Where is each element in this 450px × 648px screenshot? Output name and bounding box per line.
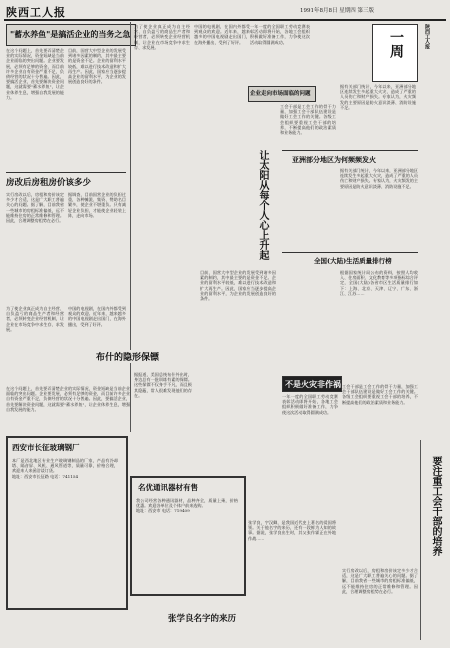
- ad-telecom-body: 我公司经营各种通讯器材，品种齐全，质量上乘，价格优惠。欢迎各单位及个体户前来选购。 地址：西安市 电话：719409: [136, 498, 238, 514]
- divider-right: [420, 440, 421, 640]
- lead-article-col2: 目前，国营大中型企业的发展受到诸多因素的制约，其中最主要的是资金不足。企业的留利水平较低，难以进行技术改造和扩大再生产。因此，国家应当逐步提高企业的留利水平，为企业的发展创造良好的条件。: [68, 48, 126, 85]
- cadre-headline: 要注重工会干部的培养: [430, 456, 441, 556]
- quality-article: 根据国家统计局公布的资料，按照人均收入、住房面积、文化教育等多项指标综合评定，全国(大陆)各省市区生活质量排行如下：上海、北京、天津、辽宁、广东、浙江、江苏……: [340, 270, 418, 296]
- mid-center-col: 目前，国营大中型企业的发展受到诸多因素的制约，其中最主要的是资金不足。企业的留利水平较低，难以进行技术改造和扩大再生产。因此，国家应当逐步提高企业的留利水平，为企业的发展创造良好的条件。: [200, 270, 276, 302]
- quality-headline: 全国(大陆)生活质量排行榜: [314, 257, 392, 265]
- divider-v1: [130, 22, 131, 432]
- left-bottom-col: 在这个问题上，首先要弄清楚企业的实际情况，资金短缺是当前企业面临的突出问题。企业要发展，必须有足够的资金，而目前许多企业自有资金严重不足，负债经营的状况十分普遍。因此，要搞活企业，首先要解决资金问题，这就需要"蓄水养鱼"，让企业休养生息，增强自我发展的能力。: [6, 386, 130, 412]
- fire-article: 一年一度的全国职工劳动竞赛表彰活动即将开始，各地工会组织积极做好准备工作，力争使这次活动取得圆满成功。: [282, 394, 338, 415]
- center-headline: 企业走向市场面临的问题: [250, 91, 311, 97]
- bottom-right-article: 实行房改以后，房租和房价该定多少才合适，这是广大职工普遍关心的问题。据了解，目前我省一些城市的房租标准偏低，远不能维持住房的正常维修和管理。因此，合理调整房租势在必行。: [342, 568, 418, 594]
- sun-headline: 让太阳从每个人心上升起: [257, 150, 268, 260]
- asia-fire-headline: 亚洲部分地区为何频频发火: [292, 155, 376, 164]
- zhang-article: 张学良，字汉卿，是我国近代史上著名的爱国将领。关于他名字的来历，还有一段鲜为人知的故事。据说，张学良出生时，其父张作霖正在外地作战……: [248, 520, 336, 541]
- zhang-headline: 张学良名字的来历: [168, 614, 237, 624]
- bush-article: 据报道，美国总统布什外出时，身边总有一批训练有素的保镖。这些保镖不仅身手不凡，而且极其隐蔽，常人很难发现他们的存在。: [134, 372, 192, 398]
- rule-mid-1: [282, 150, 418, 151]
- masthead-title: 陕西工人报: [6, 6, 66, 19]
- right-article-a: 据有关部门统计，今年以来，亚洲部分地区连续发生多起重大火灾，造成了严重的人员伤亡和财产损失。专家认为，火灾频发的主要原因是防火意识淡薄、消防设施不足。: [340, 84, 416, 110]
- bush-headline: 布什的隐形保镖: [96, 350, 159, 363]
- rule-mid-2: [282, 252, 418, 253]
- center-article-a: 一年一度的全国职工劳动竞赛表彰活动即将开始，各地工会组织积极做好准备工作，力争使这次活动取得圆满成功。: [250, 24, 310, 45]
- house-price-col1: 实行房改以后，房租和房价该定多少才合适，这是广大职工普遍关心的问题。据了解，目前我省一些城市的房租标准偏低，远不能维持住房的正常维修和管理。因此，合理调整房租势在必行。: [6, 192, 64, 224]
- house-price-headline: 房改后房租房价该多少: [6, 178, 92, 188]
- mid-left-col2: 中国的电视剧，在国内外都受到观众的欢迎。近年来，越来越多的中国电视剧走出国门，在海外播出，受到了好评。: [68, 306, 126, 327]
- lead-article-col1: 在这个问题上，首先要弄清楚企业的实际情况，资金短缺是当前企业面临的突出问题。企业要发展，必须有足够的资金，而目前许多企业自有资金严重不足，负债经营的状况十分普遍。因此，要搞活企业，首先要解决资金问题，这就需要"蓄水养鱼"，让企业休养生息，增强自我发展的能力。: [6, 48, 64, 100]
- article-col3: 为了使企业真正成为自主经营、自负盈亏的商品生产者和经营者，必须转变企业经营机制，让企业在市场竞争中求生存、求发展。: [134, 24, 190, 50]
- right-lower-article: 工会干部是工会工作的骨干力量，加强工会干部队伍建设是做好工会工作的关键。各级工会组织要重视工会干部的培养，不断提高他们的政治素质和业务能力。: [342, 384, 418, 405]
- rule-left-1: [6, 172, 126, 173]
- article-col3b: 中国的电视剧，在国内外都受到观众的欢迎。近年来，越来越多的中国电视剧走出国门，在海外播出，受到了好评。: [194, 24, 250, 45]
- ad-glass-body: 本厂是西北地区专业生产玻璃钢制品的厂家，产品有冷却塔、隔音屏、风机、通风管道等，质量可靠，价格合理，欢迎来人来函洽谈订货。 地址：西安市长征路 电话：741154: [12, 458, 118, 479]
- fire-headline: 不是火灾非作祸: [285, 379, 341, 389]
- right-edge-label: 陕西工人报: [424, 24, 430, 49]
- dateline: 1991年8月8日 星期四 第三版: [300, 8, 374, 14]
- asia-fire-article: 据有关部门统计，今年以来，亚洲部分地区连续发生多起重大火灾，造成了严重的人员伤亡和财产损失。专家认为，火灾频发的主要原因是防火意识淡薄、消防设施不足。: [340, 168, 418, 189]
- ad-telecom-title: 名优通讯器材有售: [138, 483, 198, 492]
- house-price-col2: 据调查，目前国营企业的负担过重，各种摊派、集资、赞助名目繁多，使企业不堪重负。只有减轻企业负担，才能使企业轻装上阵，走向市场。: [68, 192, 126, 218]
- mid-left-col: 为了使企业真正成为自主经营、自负盈亏的商品生产者和经营者，必须转变企业经营机制，让企业在市场竞争中求生存、求发展。: [6, 306, 64, 332]
- center-article-b: 工会干部是工会工作的骨干力量，加强工会干部队伍建设是做好工会工作的关键。各级工会组织要重视工会干部的培养，不断提高他们的政治素质和业务能力。: [280, 104, 336, 136]
- ad-glass-title: 西安市长征玻璃钢厂: [12, 443, 80, 452]
- weekly-headline: 一周: [388, 30, 404, 58]
- lead-headline: "蓄水养鱼"是搞活企业的当务之急: [10, 29, 131, 39]
- top-rule: [4, 19, 446, 21]
